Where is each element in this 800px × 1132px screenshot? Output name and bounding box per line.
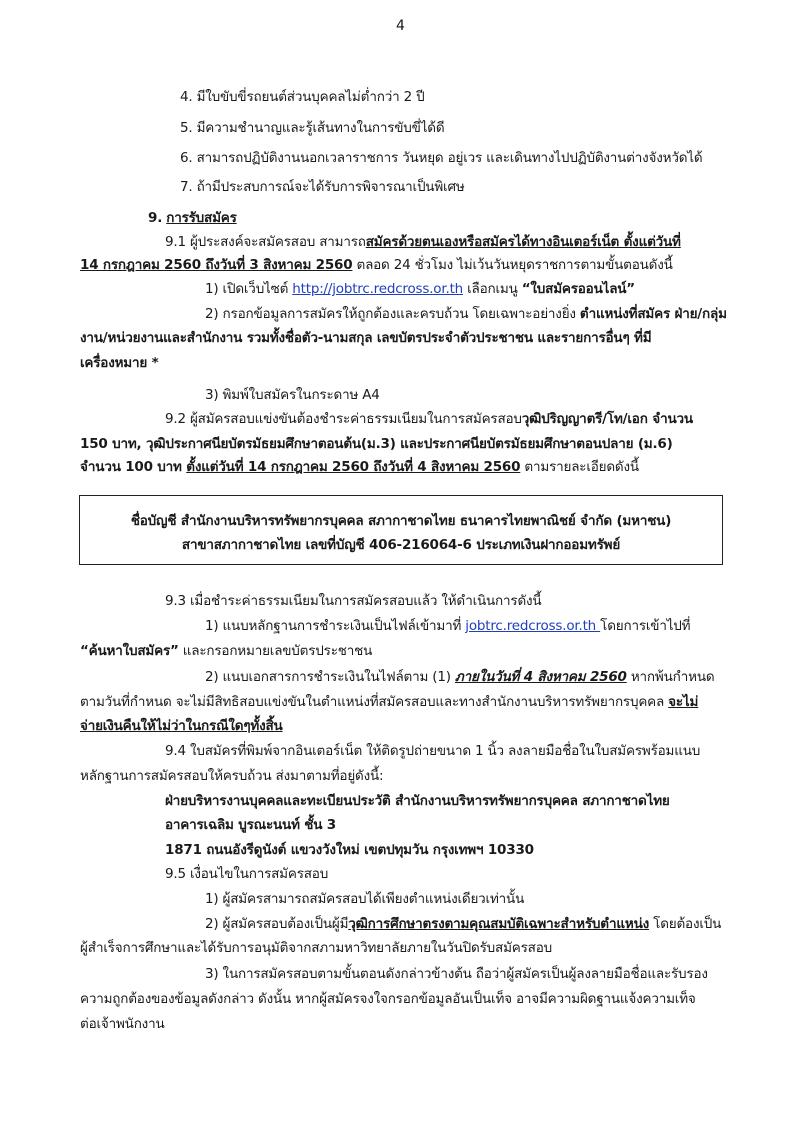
- page-number: 4: [396, 18, 405, 34]
- section-heading: [148, 208, 237, 228]
- paragraph-9-2-line3: จำนวน 100 บาท ตั้งแต่วันที่ 14 กรกฎาคม 2560 ถึงวันที่ 4 สิงหาคม 2560 ตามรายละเอียดดังนี้: [80, 459, 639, 475]
- address-line: อาคารเฉลิม บูรณะนนท์ ชั้น 3: [165, 817, 336, 833]
- section-title: การรับสมัคร: [166, 210, 237, 226]
- qualification-item: 4. มีใบขับขี่รถยนต์ส่วนบุคคลไม่ต่ำกว่า 2 ปี: [180, 89, 425, 105]
- step-9-5-2-line2: ผู้สำเร็จการศึกษาและได้รับการอนุมัติจากสภามหาวิทยาลัยภายในวันปิดรับสมัครสอบ: [80, 940, 552, 956]
- qualification-item: 6. สามารถปฏิบัติงานนอกเวลาราชการ วันหยุด อยู่เวร และเดินทางไปปฏิบัติงานต่างจังหวัดได้: [180, 150, 703, 166]
- jobtrc-link[interactable]: jobtrc.redcross.or.th: [465, 618, 601, 634]
- paragraph-9-3: 9.3 เมื่อชำระค่าธรรมเนียมในการสมัครสอบแล้ว ให้ดำเนินการดังนี้: [165, 593, 542, 609]
- step-9-5-2: 2) ผู้สมัครสอบต้องเป็นผู้มีวุฒิการศึกษาตรงตามคุณสมบัติเฉพาะสำหรับตำแหน่ง โดยต้องเป็น: [205, 916, 722, 932]
- step-9-3-2-line3: จ่ายเงินคืนให้ไม่ว่าในกรณีใดๆทั้งสิ้น: [80, 718, 283, 734]
- paragraph-9-5: 9.5 เงื่อนไขในการสมัครสอบ: [165, 866, 329, 882]
- step-9-1-2-line2: งาน/หน่วยงานและสำนักงาน รวมทั้งชื่อตัว-นามสกุล เลขบัตรประจำตัวประชาชน และรายการอื่นๆ ที่มี: [80, 330, 652, 346]
- step-9-3-1-line2: “ค้นหาใบสมัคร” และกรอกหมายเลขบัตรประชาชน: [80, 643, 373, 659]
- step-9-3-2-line2: ตามวันที่กำหนด จะไม่มีสิทธิสอบแข่งขันในตำแหน่งที่สมัครสอบและทางสำนักงานบริหารทรัพยากรบุคคล จะไม่: [80, 694, 699, 710]
- bank-account-line2: สาขาสภากาชาดไทย เลขที่บัญชี 406-216064-6 ประเภทเงินฝากออมทรัพย์: [181, 537, 621, 553]
- paragraph-9-4-line2: หลักฐานการสมัครสอบให้ครบถ้วน ส่งมาตามที่อยู่ดังนี้:: [80, 768, 384, 784]
- step-9-1-2-line3: เครื่องหมาย *: [80, 355, 159, 371]
- step-9-5-3-line2: ความถูกต้องของข้อมูลดังกล่าว ดังนั้น หากผู้สมัครจงใจกรอกข้อมูลอันเป็นเท็จ อาจมีความผิดฐานแจ้งความเท็จ: [80, 991, 696, 1007]
- paragraph-9-2: 9.2 ผู้สมัครสอบแข่งขันต้องชำระค่าธรรมเนียมในการสมัครสอบวุฒิปริญญาตรี/โท/เอก จำนวน: [165, 411, 693, 427]
- step-9-3-2: 2) แนบเอกสารการชำระเงินในไฟล์ตาม (1) ภายในวันที่ 4 สิงหาคม 2560 หากพ้นกำหนด: [205, 669, 715, 685]
- step-9-1-1: 1) เปิดเว็บไซต์ http://jobtrc.redcross.or.th เลือกเมนู “ใบสมัครออนไลน์”: [205, 281, 635, 297]
- bank-account-box: [79, 495, 723, 565]
- address-line: ฝ่ายบริหารงานบุคคลและทะเบียนประวัติ สำนักงานบริหารทรัพยากรบุคคล สภากาชาดไทย: [165, 793, 670, 809]
- website-link[interactable]: http://jobtrc.redcross.or.th: [292, 281, 464, 297]
- paragraph-9-1: 9.1 ผู้ประสงค์จะสมัครสอบ สามารถสมัครด้วยตนเองหรือสมัครได้ทางอินเตอร์เน็ต ตั้งแต่วันที่: [165, 234, 681, 250]
- bank-account-line1: ชื่อบัญชี สำนักงานบริหารทรัพยากรบุคคล สภากาชาดไทย ธนาคารไทยพาณิชย์ จำกัด (มหาชน): [130, 513, 672, 529]
- qualification-item: 5. มีความชำนาญและรู้เส้นทางในการขับขี่ได้ดี: [180, 120, 445, 136]
- step-9-5-3-line3: ต่อเจ้าพนักงาน: [80, 1016, 165, 1032]
- address-line: 1871 ถนนอังรีดูนังต์ แขวงวังใหม่ เขตปทุมวัน กรุงเทพฯ 10330: [165, 842, 534, 858]
- step-9-3-1: 1) แนบหลักฐานการชำระเงินเป็นไฟล์เข้ามาที่ jobtrc.redcross.or.th โดยการเข้าไปที่: [205, 618, 691, 634]
- step-9-5-3: 3) ในการสมัครสอบตามขั้นตอนดังกล่าวข้างต้น ถือว่าผู้สมัครเป็นผู้ลงลายมือชื่อและรับรอง: [205, 966, 708, 982]
- qualification-item: 7. ถ้ามีประสบการณ์จะได้รับการพิจารณาเป็นพิเศษ: [180, 179, 465, 195]
- step-9-1-2: 2) กรอกข้อมูลการสมัครให้ถูกต้องและครบถ้วน โดยเฉพาะอย่างยิ่ง ตำแหน่งที่สมัคร ฝ่าย/กลุ่ม: [205, 306, 727, 322]
- paragraph-9-4: 9.4 ใบสมัครที่พิมพ์จากอินเตอร์เน็ต ให้ติดรูปถ่ายขนาด 1 นิ้ว ลงลายมือชื่อในใบสมัครพร้อมแนบ: [165, 743, 701, 759]
- paragraph-9-1-line2: 14 กรกฎาคม 2560 ถึงวันที่ 3 สิงหาคม 2560 ตลอด 24 ชั่วโมง ไม่เว้นวันหยุดราชการตามขั้นตอนดังนี้: [80, 257, 673, 273]
- step-9-5-1: 1) ผู้สมัครสามารถสมัครสอบได้เพียงตำแหน่งเดียวเท่านั้น: [205, 891, 525, 907]
- step-9-1-3: 3) พิมพ์ใบสมัครในกระดาษ A4: [205, 387, 380, 403]
- section-number: 9.: [148, 210, 163, 226]
- paragraph-9-2-line2: 150 บาท, วุฒิประกาศนียบัตรมัธยมศึกษาตอนต้น(ม.3) และประกาศนียบัตรมัธยมศึกษาตอนปลาย (ม.6): [80, 436, 673, 452]
